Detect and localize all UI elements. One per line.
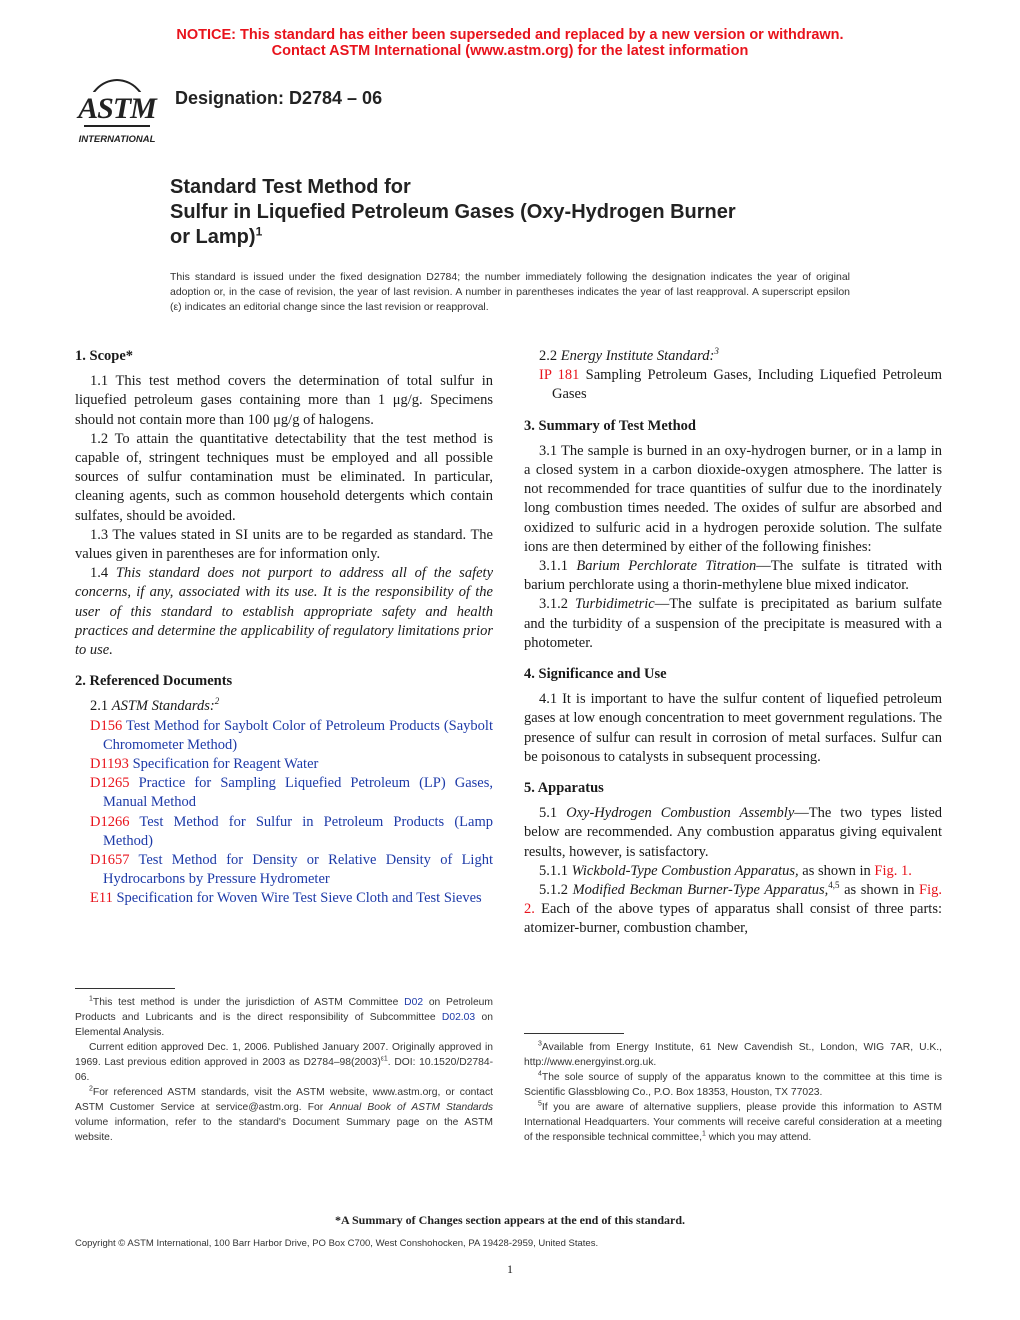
ref-d1657[interactable] <box>75 851 493 889</box>
astm-logo-icon <box>72 76 162 148</box>
ref-code[interactable]: D156 <box>90 717 123 734</box>
footnote-3: $^3$Available from Energy Institute, 61 New Cavendish St., London, WIG 7AR, U.K., http://www.energyinst.org.uk. <box>524 1040 942 1068</box>
para-5-1-1-text: as shown in <box>802 862 871 879</box>
committee-d02-link[interactable]: D02 <box>404 997 424 1008</box>
para-3-1-2 <box>524 595 942 653</box>
footnote-1-text-c: on Elemental Analysis. <box>75 1012 493 1038</box>
title-line-2: Sulfur in Liquefied Petroleum Gases (Oxy-Hydrogen Burner <box>170 201 736 223</box>
para-5-1-number: 5.1 <box>539 805 558 822</box>
para-1-3: 1.3 The values stated in SI units are to be regarded as standard. The values given in parentheses are for information only. <box>75 526 493 563</box>
ref-title[interactable]: Specification for Reagent Water <box>132 756 319 773</box>
para-2-2 <box>524 347 942 366</box>
para-2-2-number: 2.2 <box>539 348 558 364</box>
footnote-1-text-d: Current edition approved Dec. 1, 2006. Published January 2007. Originally approved in 1969. Last previous edition approved in 2003 as D2784–98(2003) <box>75 1042 493 1068</box>
para-5-1-2-text-b: Each of the above types of apparatus shall consist of three parts: atomizer-burner, combustion chamber, <box>524 901 943 937</box>
para-2-1-number: 2.1 <box>90 698 109 715</box>
astm-logo <box>72 76 162 148</box>
footnote-1-edition <box>75 1040 493 1085</box>
ref-ip181[interactable] <box>524 366 942 404</box>
ref-title[interactable]: Test Method for Sulfur in Petroleum Products (Lamp Method) <box>103 813 493 849</box>
fig-1-link[interactable]: Fig. 1. <box>874 862 912 879</box>
para-1-4-text: This standard does not purport to address all of the safety concerns, if any, associated with its use. It is the responsibility of the user of this standard to establish appropriate safety and health practices and determine the applicability of regulatory limitations prior to use. <box>75 565 494 659</box>
section-3-heading: 3. Summary of Test Method <box>524 417 696 434</box>
footnote-1-text-b: on Petroleum Products and Lubricants and is the direct responsibility of Subcommittee <box>75 997 493 1023</box>
para-5-1-2 <box>524 881 942 939</box>
ref-code[interactable]: D1265 <box>90 775 130 792</box>
para-2-2-text: Energy Institute Standard: <box>560 348 715 364</box>
ref-title[interactable]: Specification for Woven Wire Test Sieve Cloth and Test Sieves <box>116 890 482 907</box>
para-5-1-2-number: 5.1.2 <box>539 882 568 899</box>
logo-letters: ASTM <box>78 92 156 125</box>
logo-subtext: INTERNATIONAL <box>78 134 156 145</box>
right-column <box>524 347 942 939</box>
section-4-heading: 4. Significance and Use <box>524 666 667 683</box>
para-5-1-2-footnote-ref: 4,5 <box>828 880 840 891</box>
para-5-1-text: —The two types listed below are recommended. Any combustion apparatus giving equivalent results, however, is satisfactory. <box>524 805 943 860</box>
title-line-3: or Lamp) <box>170 226 256 248</box>
para-3-1-1-text: —The sulfate is titrated with barium perchlorate using a thorin-methylene blue mixed indicator. <box>524 558 942 594</box>
para-5-1-1-title: Wickbold-Type Combustion Apparatus, <box>571 862 799 879</box>
section-5-heading: 5. Apparatus <box>524 780 604 797</box>
right-footnotes <box>524 1033 942 1145</box>
para-3-1-1-title: Barium Perchlorate Titration <box>576 558 757 575</box>
footnote-2-italic: Annual Book of ASTM Standards <box>329 1102 493 1113</box>
ref-code[interactable]: E11 <box>90 890 113 907</box>
notice-line-2: Contact ASTM International (www.astm.org) for the latest information <box>271 43 749 59</box>
ref-d1265[interactable] <box>75 774 493 812</box>
footnote-2: $^2$For referenced ASTM standards, visit the ASTM website, www.astm.org, or contact ASTM Customer Service at service@astm.org. For Annual Book of ASTM Standards volume information, refer to the standard's Document Summary page on the ASTM website. <box>75 1085 493 1143</box>
footnote-1: $^1$This test method is under the jurisdiction of ASTM Committee D02 on Petroleum Products and Lubricants and is the direct responsibility of Subcommittee D02.03 on Elemental Analysis. <box>75 995 493 1038</box>
para-5-1-1-number: 5.1.1 <box>539 862 568 879</box>
para-4-1: 4.1 It is important to have the sulfur content of liquefied petroleum gases at low enough concentration to meet government regulations. The presence of sulfur can result in corrosion of metal surfaces. Sulfur can be poisonous to catalysts in subsequent processing. <box>524 691 942 765</box>
footnote-3-text: Available from Energy Institute, 61 New Cavendish St., London, WIG 7AR, U.K., http://www.energyinst.org.uk. <box>524 1042 942 1068</box>
para-2-1-text: ASTM Standards: <box>111 698 215 715</box>
summary-of-changes-note: *A Summary of Changes section appears at the end of this standard. <box>334 1213 686 1227</box>
ref-d1193[interactable] <box>75 755 493 774</box>
para-2-2-footnote-ref: 3 <box>714 346 719 357</box>
ref-title[interactable]: Test Method for Density or Relative Density of Light Hydrocarbons by Pressure Hydrometer <box>103 852 493 888</box>
ref-code[interactable]: D1266 <box>90 813 130 830</box>
ref-d156[interactable] <box>75 717 493 755</box>
para-3-1-2-title: Turbidimetric <box>574 596 655 613</box>
ref-code[interactable]: D1193 <box>90 756 129 773</box>
ref-title[interactable]: Practice for Sampling Liquefied Petroleum (LP) Gases, Manual Method <box>103 775 494 811</box>
ref-title: Sampling Petroleum Gases, Including Liquefied Petroleum Gases <box>552 367 943 403</box>
para-5-1-1 <box>524 862 942 881</box>
designation: Designation: D2784 – 06 <box>175 88 383 108</box>
section-2-heading: 2. Referenced Documents <box>75 673 233 690</box>
left-column <box>75 347 493 909</box>
para-1-4-number: 1.4 <box>90 565 109 582</box>
para-3-1-1 <box>524 557 942 595</box>
para-3-1: 3.1 The sample is burned in an oxy-hydrogen burner, or in a lamp in a closed system in a carbon dioxide-oxygen atmosphere. The latter is not recommended for trace quantities of sulfur due to the inordinately long combustion times needed. The oxides of sulfur are absorbed and oxidized to sulfuric acid in a hydrogen peroxide solution. The sulfate ions are then determined by either of the following finishes: <box>524 442 942 555</box>
copyright: Copyright © ASTM International, 100 Barr Harbor Drive, PO Box C700, West Conshohocken, PA 19428-2959, United States. <box>75 1238 599 1249</box>
ref-e11[interactable] <box>75 889 493 908</box>
footnote-1-text-e: . DOI: 10.1520/D2784-06. <box>75 1057 493 1083</box>
para-1-4 <box>75 564 493 660</box>
section-1-heading: 1. Scope* <box>75 348 133 364</box>
notice-line-1: NOTICE: This standard has either been superseded and replaced by a new version or withdrawn. <box>176 27 844 43</box>
para-2-1-footnote-ref: 2 <box>214 696 220 707</box>
footnote-2-text-b: volume information, refer to the standard's Document Summary page on the ASTM website. <box>75 1117 493 1143</box>
left-footnotes <box>75 988 493 1145</box>
ref-title[interactable]: Test Method for Saybolt Color of Petroleum Products (Saybolt Chromometer Method) <box>103 717 493 753</box>
footnote-4: $^4$The sole source of supply of the apparatus known to the committee at this time is Scientific Glassblowing Co., P.O. Box 18353, Houston, TX 77023. <box>524 1070 942 1098</box>
footnote-4-text: The sole source of supply of the apparatus known to the committee at this time is Scientific Glassblowing Co., P.O. Box 18353, Houston, TX 77023. <box>524 1072 942 1098</box>
footnote-5-text-b: which you may attend. <box>708 1132 812 1143</box>
para-2-1 <box>75 697 493 716</box>
footnote-2-text-a: For referenced ASTM standards, visit the ASTM website, www.astm.org, or contact ASTM Customer Service at service@astm.org. For <box>75 1087 493 1113</box>
para-3-1-2-text: —The sulfate is precipitated as barium sulfate and the turbidity of a suspension of the precipitate is measured with a photometer. <box>524 596 942 651</box>
subcommittee-d02-03-link[interactable]: D02.03 <box>441 1012 476 1023</box>
para-5-1-2-text-a: as shown in <box>844 882 915 899</box>
para-5-1 <box>524 804 942 862</box>
fig-2-link[interactable]: Fig. 2. <box>524 882 943 918</box>
ref-code[interactable]: IP 181 <box>539 367 580 384</box>
para-5-1-title: Oxy-Hydrogen Combustion Assembly <box>566 805 795 822</box>
ref-code[interactable]: D1657 <box>90 852 130 869</box>
footnote-5: $^5$If you are aware of alternative suppliers, please provide this information to ASTM International Headquarters. Your comments will receive careful consideration at a meeting of the responsible technical committee,$^1$ which you may attend. <box>524 1100 942 1143</box>
footnote-5-text-a: If you are aware of alternative suppliers, please provide this information to ASTM International Headquarters. Your comments will receive careful consideration at a meeting of the responsible technical committee, <box>524 1102 942 1143</box>
para-1-2: 1.2 To attain the quantitative detectability that the test method is capable of, stringent techniques must be employed and all possible sources of sulfur contamination must be eliminated. In particular, cleaning agents, such as common household detergents which contain sulfates, should be avoided. <box>75 430 493 524</box>
issuance-statement: This standard is issued under the fixed designation D2784; the number immediately following the designation indicates the year of original adoption or, in the case of revision, the year of last revision. A number in parentheses indicates the year of last reapproval. A superscript epsilon (ε) indicates an editorial change since the last revision or reapproval. <box>170 271 850 313</box>
footnote-1-epsilon: ε1 <box>380 1055 388 1063</box>
withdrawal-notice <box>0 27 1020 59</box>
title-footnote-ref: 1 <box>255 224 263 239</box>
footnote-1-text-a: This test method is under the jurisdiction of ASTM Committee <box>92 997 399 1008</box>
para-3-1-2-number: 3.1.2 <box>539 596 568 613</box>
page-number: 1 <box>507 1262 513 1276</box>
para-5-1-2-title: Modified Beckman Burner-Type Apparatus, <box>572 882 829 899</box>
para-1-1: 1.1 This test method covers the determination of total sulfur in liquefied petroleum gases containing more than 1 μg/g. Specimens should not contain more than 100 μg/g of halogens. <box>75 373 493 428</box>
title-line-1: Standard Test Method for <box>170 176 411 198</box>
para-3-1-1-number: 3.1.1 <box>539 558 568 575</box>
ref-d1266[interactable] <box>75 813 493 851</box>
document-title <box>170 175 870 250</box>
